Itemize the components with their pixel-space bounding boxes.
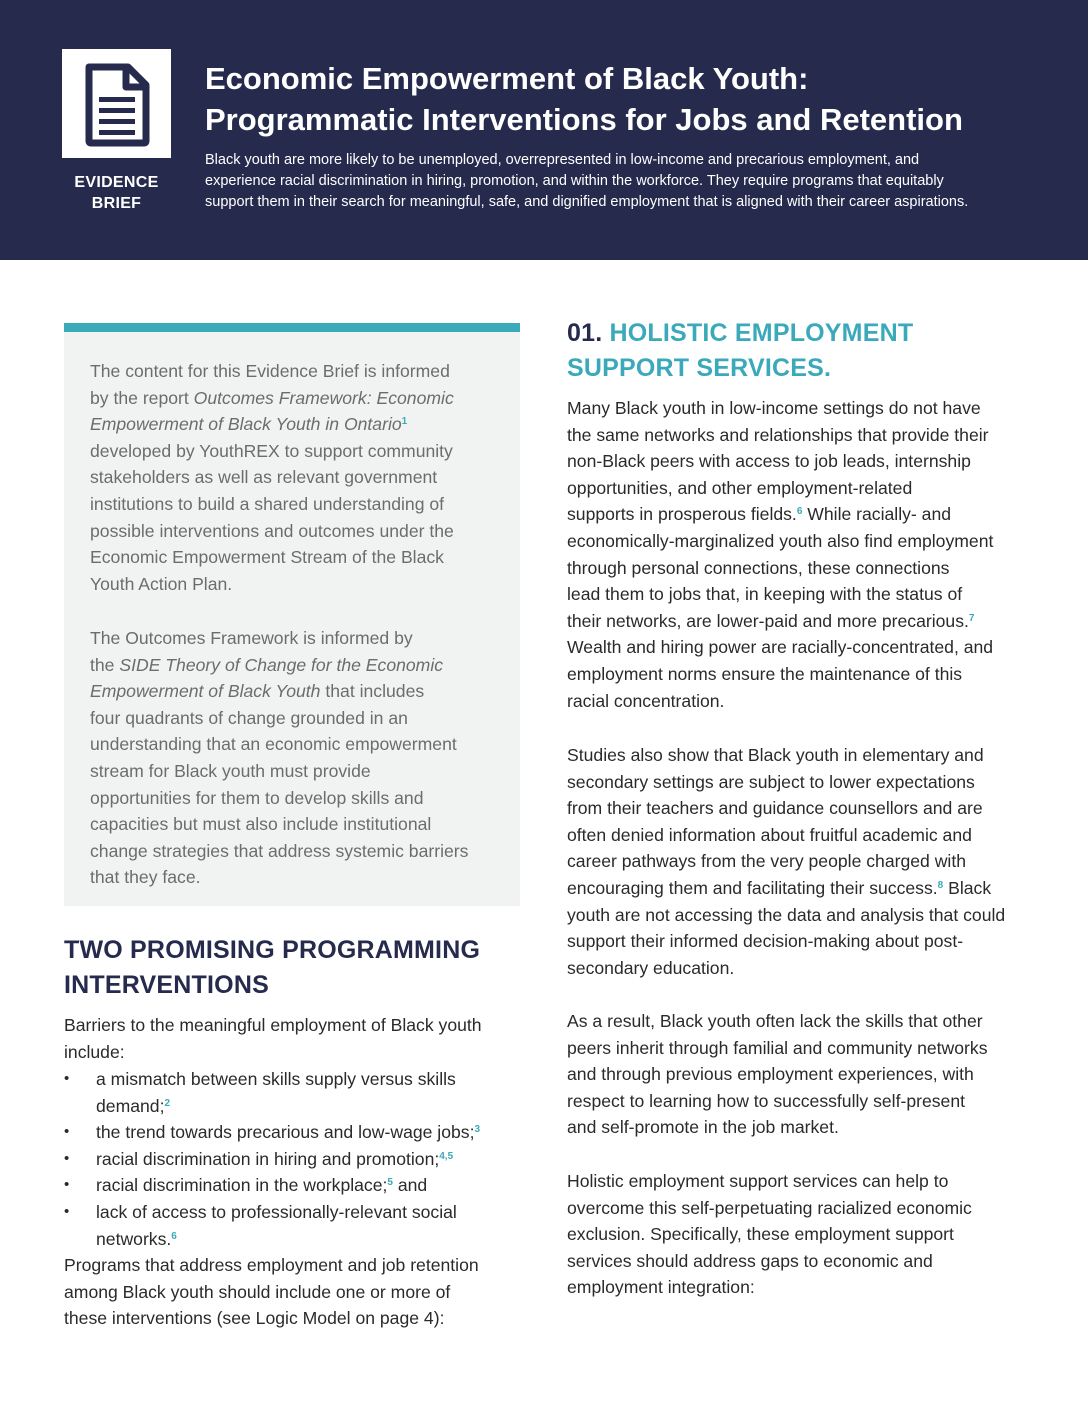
evidence-brief-badge bbox=[62, 49, 171, 158]
badge-label: EVIDENCE BRIEF bbox=[74, 174, 159, 212]
paragraph-support-services: Holistic employment support services can help to overcome this self-perpetuating racialized economic exclusion. Specifically, these employment support services should address gaps to economic and employment integration: bbox=[567, 1171, 972, 1298]
intro-summary: Black youth are more likely to be unemployed, overrepresented in low-income and precarious employment, and experience racial discrimination in hiring, promotion, and within the workforce. They require programs that equitably support them in their search for meaningful, safe, and dignified employment that is aligned with their career aspirations. bbox=[205, 152, 969, 210]
list-item: • the trend towards precarious and low-wage jobs;$^3$ bbox=[64, 1119, 524, 1146]
source-paragraph-2: The Outcomes Framework is informed by the SIDE Theory of Change for the Economic Empowerment of Black Youth that includes four quadrants of change grounded in an understanding that an economic empowerment stream for Black youth must provide opportunities for them to develop skills and capacities but must also include institutional change strategies that address systemic barriers that they face. bbox=[90, 628, 469, 888]
document-icon bbox=[84, 63, 150, 147]
footnote-ref: 7 bbox=[968, 612, 975, 624]
section-heading-interventions: TWO PROMISING PROGRAMMING INTERVENTIONS bbox=[64, 936, 481, 999]
barriers-list bbox=[64, 1066, 524, 1252]
footnote-ref: 2 bbox=[164, 1097, 171, 1109]
programs-paragraph: Programs that address employment and job retention among Black youth should include one or more of these interventions (see Logic Model on page 4): bbox=[64, 1255, 479, 1329]
paragraph-expectations: Studies also show that Black youth in elementary and secondary settings are subject to lower expectations from their teachers and guidance counsellors and are often denied information about fruitful academic and career pathways from the very people charged with encouraging them and facilitating their success.$^8$ Black youth are not accessing the data and analysis that could support their informed decision-making about post- secondary education. bbox=[567, 745, 1006, 978]
list-item: • racial discrimination in the workplace;$^5$ and bbox=[64, 1172, 524, 1199]
page-header bbox=[0, 0, 1088, 260]
barriers-intro: Barriers to the meaningful employment of Black youth include: bbox=[64, 1015, 482, 1062]
footnote-ref: 8 bbox=[937, 879, 944, 891]
footnote-ref: 1 bbox=[401, 416, 408, 428]
section-heading-holistic-employment: 01. HOLISTIC EMPLOYMENT SUPPORT SERVICES. bbox=[567, 319, 914, 382]
footnote-ref: 6 bbox=[171, 1230, 177, 1242]
page-title: Economic Empowerment of Black Youth: Programmatic Interventions for Jobs and Retention bbox=[205, 61, 963, 137]
footnote-ref: 3 bbox=[474, 1124, 481, 1136]
footnote-ref: 4,5 bbox=[439, 1150, 454, 1162]
source-info-box bbox=[64, 323, 520, 906]
paragraph-networks: Many Black youth in low-income settings do not have the same networks and relationships that provide their non-Black peers with access to job leads, internship opportunities, and other employment-related supports in prosperous fields.$^6$ While racially- and economically-marginalized youth also find employment through personal connections, these connections lead them to jobs that, in keeping with the status of their networks, are lower-paid and more precarious.$^7$ Wealth and hiring power are racially-concentrated, and employment norms ensure the maintenance of this racial concentration. bbox=[567, 398, 994, 711]
paragraph-skills: As a result, Black youth often lack the skills that other peers inherit through familial and community networks and through previous employment experiences, with respect to learning how to successfully self-present and self-promote in the job market. bbox=[567, 1011, 988, 1138]
list-item: • racial discrimination in hiring and promotion;$^{4,5}$ bbox=[64, 1146, 524, 1173]
footnote-ref: 6 bbox=[796, 506, 803, 518]
footnote-ref: 5 bbox=[387, 1177, 393, 1189]
list-item: • lack of access to professionally-relevant social networks.$^6$ bbox=[64, 1199, 524, 1252]
list-item: • a mismatch between skills supply versus skills demand;$^2$ bbox=[64, 1066, 524, 1119]
source-paragraph-1: The content for this Evidence Brief is informed by the report Outcomes Framework: Economic Empowerment of Black Youth in Ontario$^1$ developed by YouthREX to support community stakeholders as well as relevant government institutions to build a shared understanding of possible interventions and outcomes under the Economic Empowerment Stream of the Black Youth Action Plan. bbox=[90, 361, 454, 594]
